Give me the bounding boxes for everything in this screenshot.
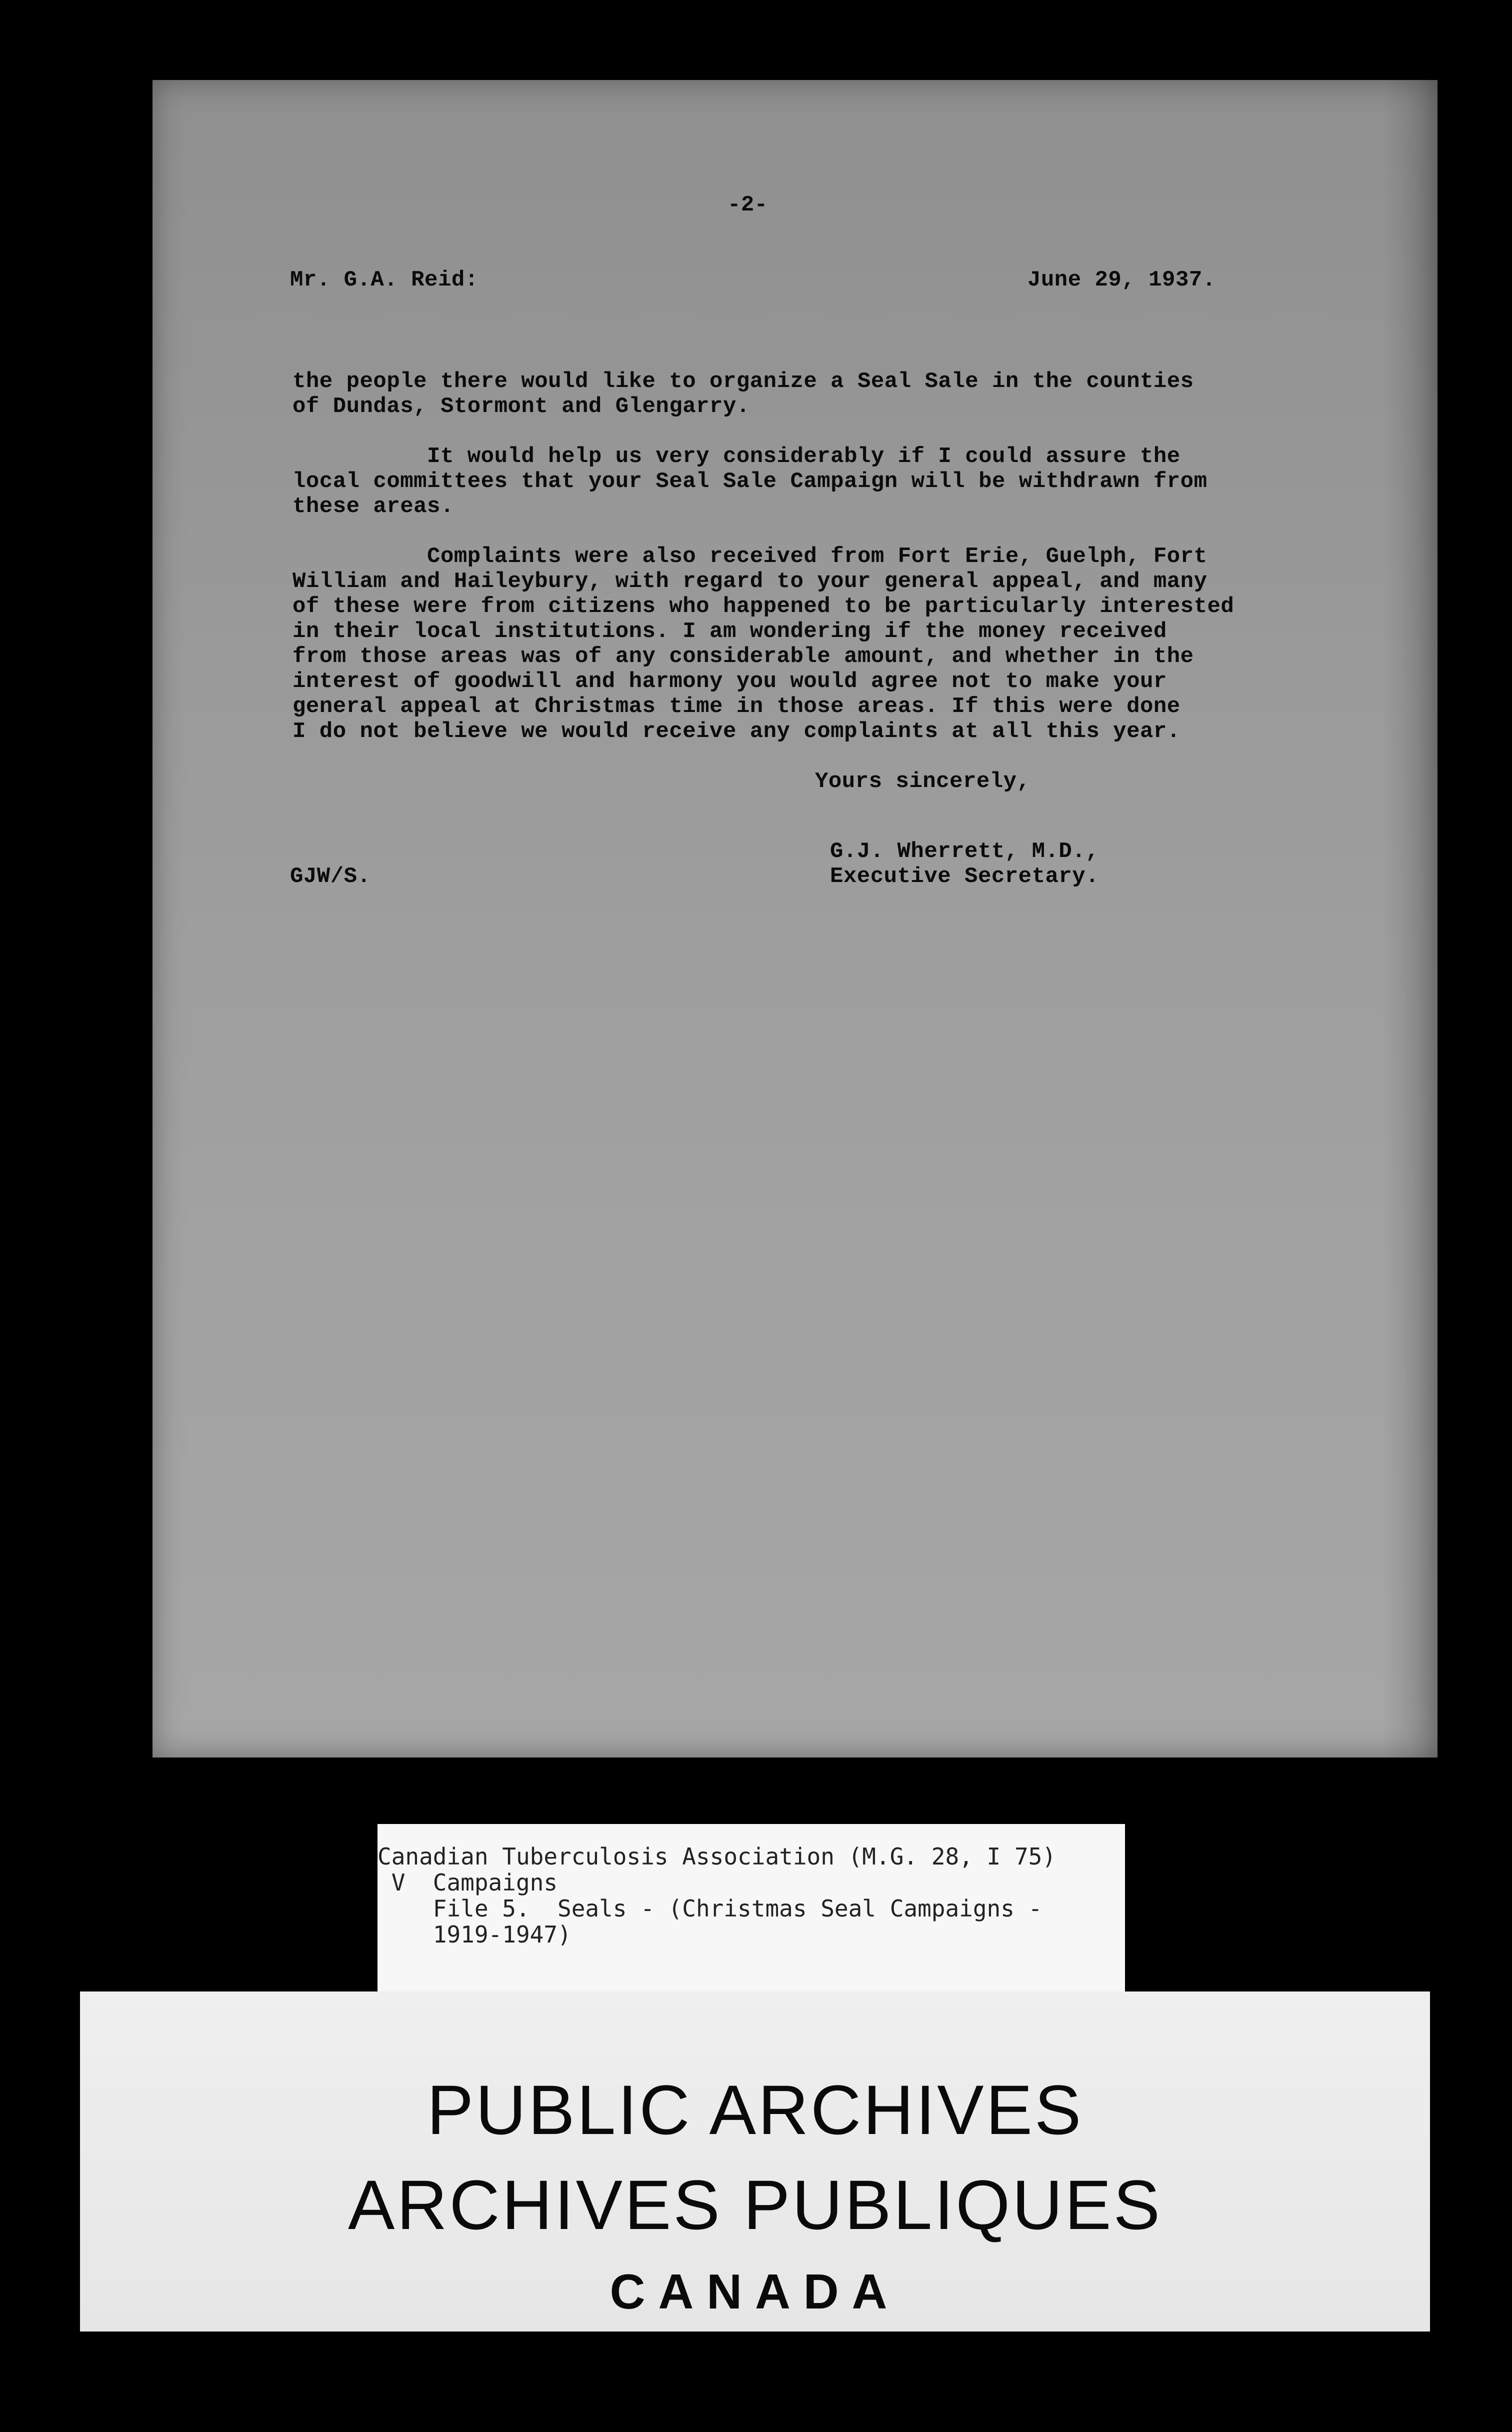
paragraph-line: in their local institutions. I am wondering if the money received	[292, 619, 1167, 644]
paragraph-line: William and Haileybury, with regard to your general appeal, and many	[292, 569, 1208, 594]
banner-country: CANADA	[610, 2264, 900, 2319]
addressee: Mr. G.A. Reid:	[290, 268, 478, 292]
banner-title-english: PUBLIC ARCHIVES	[426, 2070, 1084, 2149]
paragraph-line: these areas.	[292, 494, 454, 519]
paragraph-3	[292, 544, 1492, 744]
page-edge-shadow	[1382, 80, 1438, 1758]
public-archives-banner	[80, 1992, 1430, 2332]
label-line: V Campaigns	[378, 1869, 558, 1896]
paragraph-line: the people there would like to organize a Seal Sale in the counties	[292, 369, 1194, 394]
page-number: -2-	[728, 192, 768, 218]
paragraph-line: interest of goodwill and harmony you would agree not to make your	[292, 669, 1167, 694]
banner-title-french: ARCHIVES PUBLIQUES	[348, 2166, 1162, 2244]
signer-title: Executive Secretary.	[830, 864, 1100, 889]
label-line: File 5. Seals - (Christmas Seal Campaigns -	[378, 1895, 1042, 1922]
paragraph-line: It would help us very considerably if I could assure the	[292, 444, 1180, 469]
paragraph-line: of these were from citizens who happened to be particularly interested	[292, 594, 1234, 619]
paragraph-line: general appeal at Christmas time in those areas. If this were done	[292, 694, 1180, 719]
letter-page	[152, 80, 1438, 1758]
typist-initials: GJW/S.	[290, 864, 371, 889]
paragraph-2	[292, 444, 1492, 519]
label-line: 1919-1947)	[378, 1921, 572, 1948]
signer-name: G.J. Wherrett, M.D.,	[830, 839, 1100, 864]
label-line: Canadian Tuberculosis Association (M.G. 28, I 75)	[378, 1843, 1056, 1870]
paragraph-line: from those areas was of any considerable amount, and whether in the	[292, 644, 1194, 669]
paragraph-line: local committees that your Seal Sale Campaign will be withdrawn from	[292, 469, 1208, 494]
letter-date: June 29, 1937.	[1028, 268, 1216, 292]
paragraph-line: Complaints were also received from Fort Erie, Guelph, Fort	[292, 544, 1208, 569]
paragraph-1	[292, 369, 1492, 419]
paragraph-line: I do not believe we would receive any complaints at all this year.	[292, 719, 1180, 744]
archive-label-card	[378, 1824, 1125, 1992]
paragraph-line: of Dundas, Stormont and Glengarry.	[292, 394, 750, 419]
closing: Yours sincerely,	[815, 769, 1030, 794]
